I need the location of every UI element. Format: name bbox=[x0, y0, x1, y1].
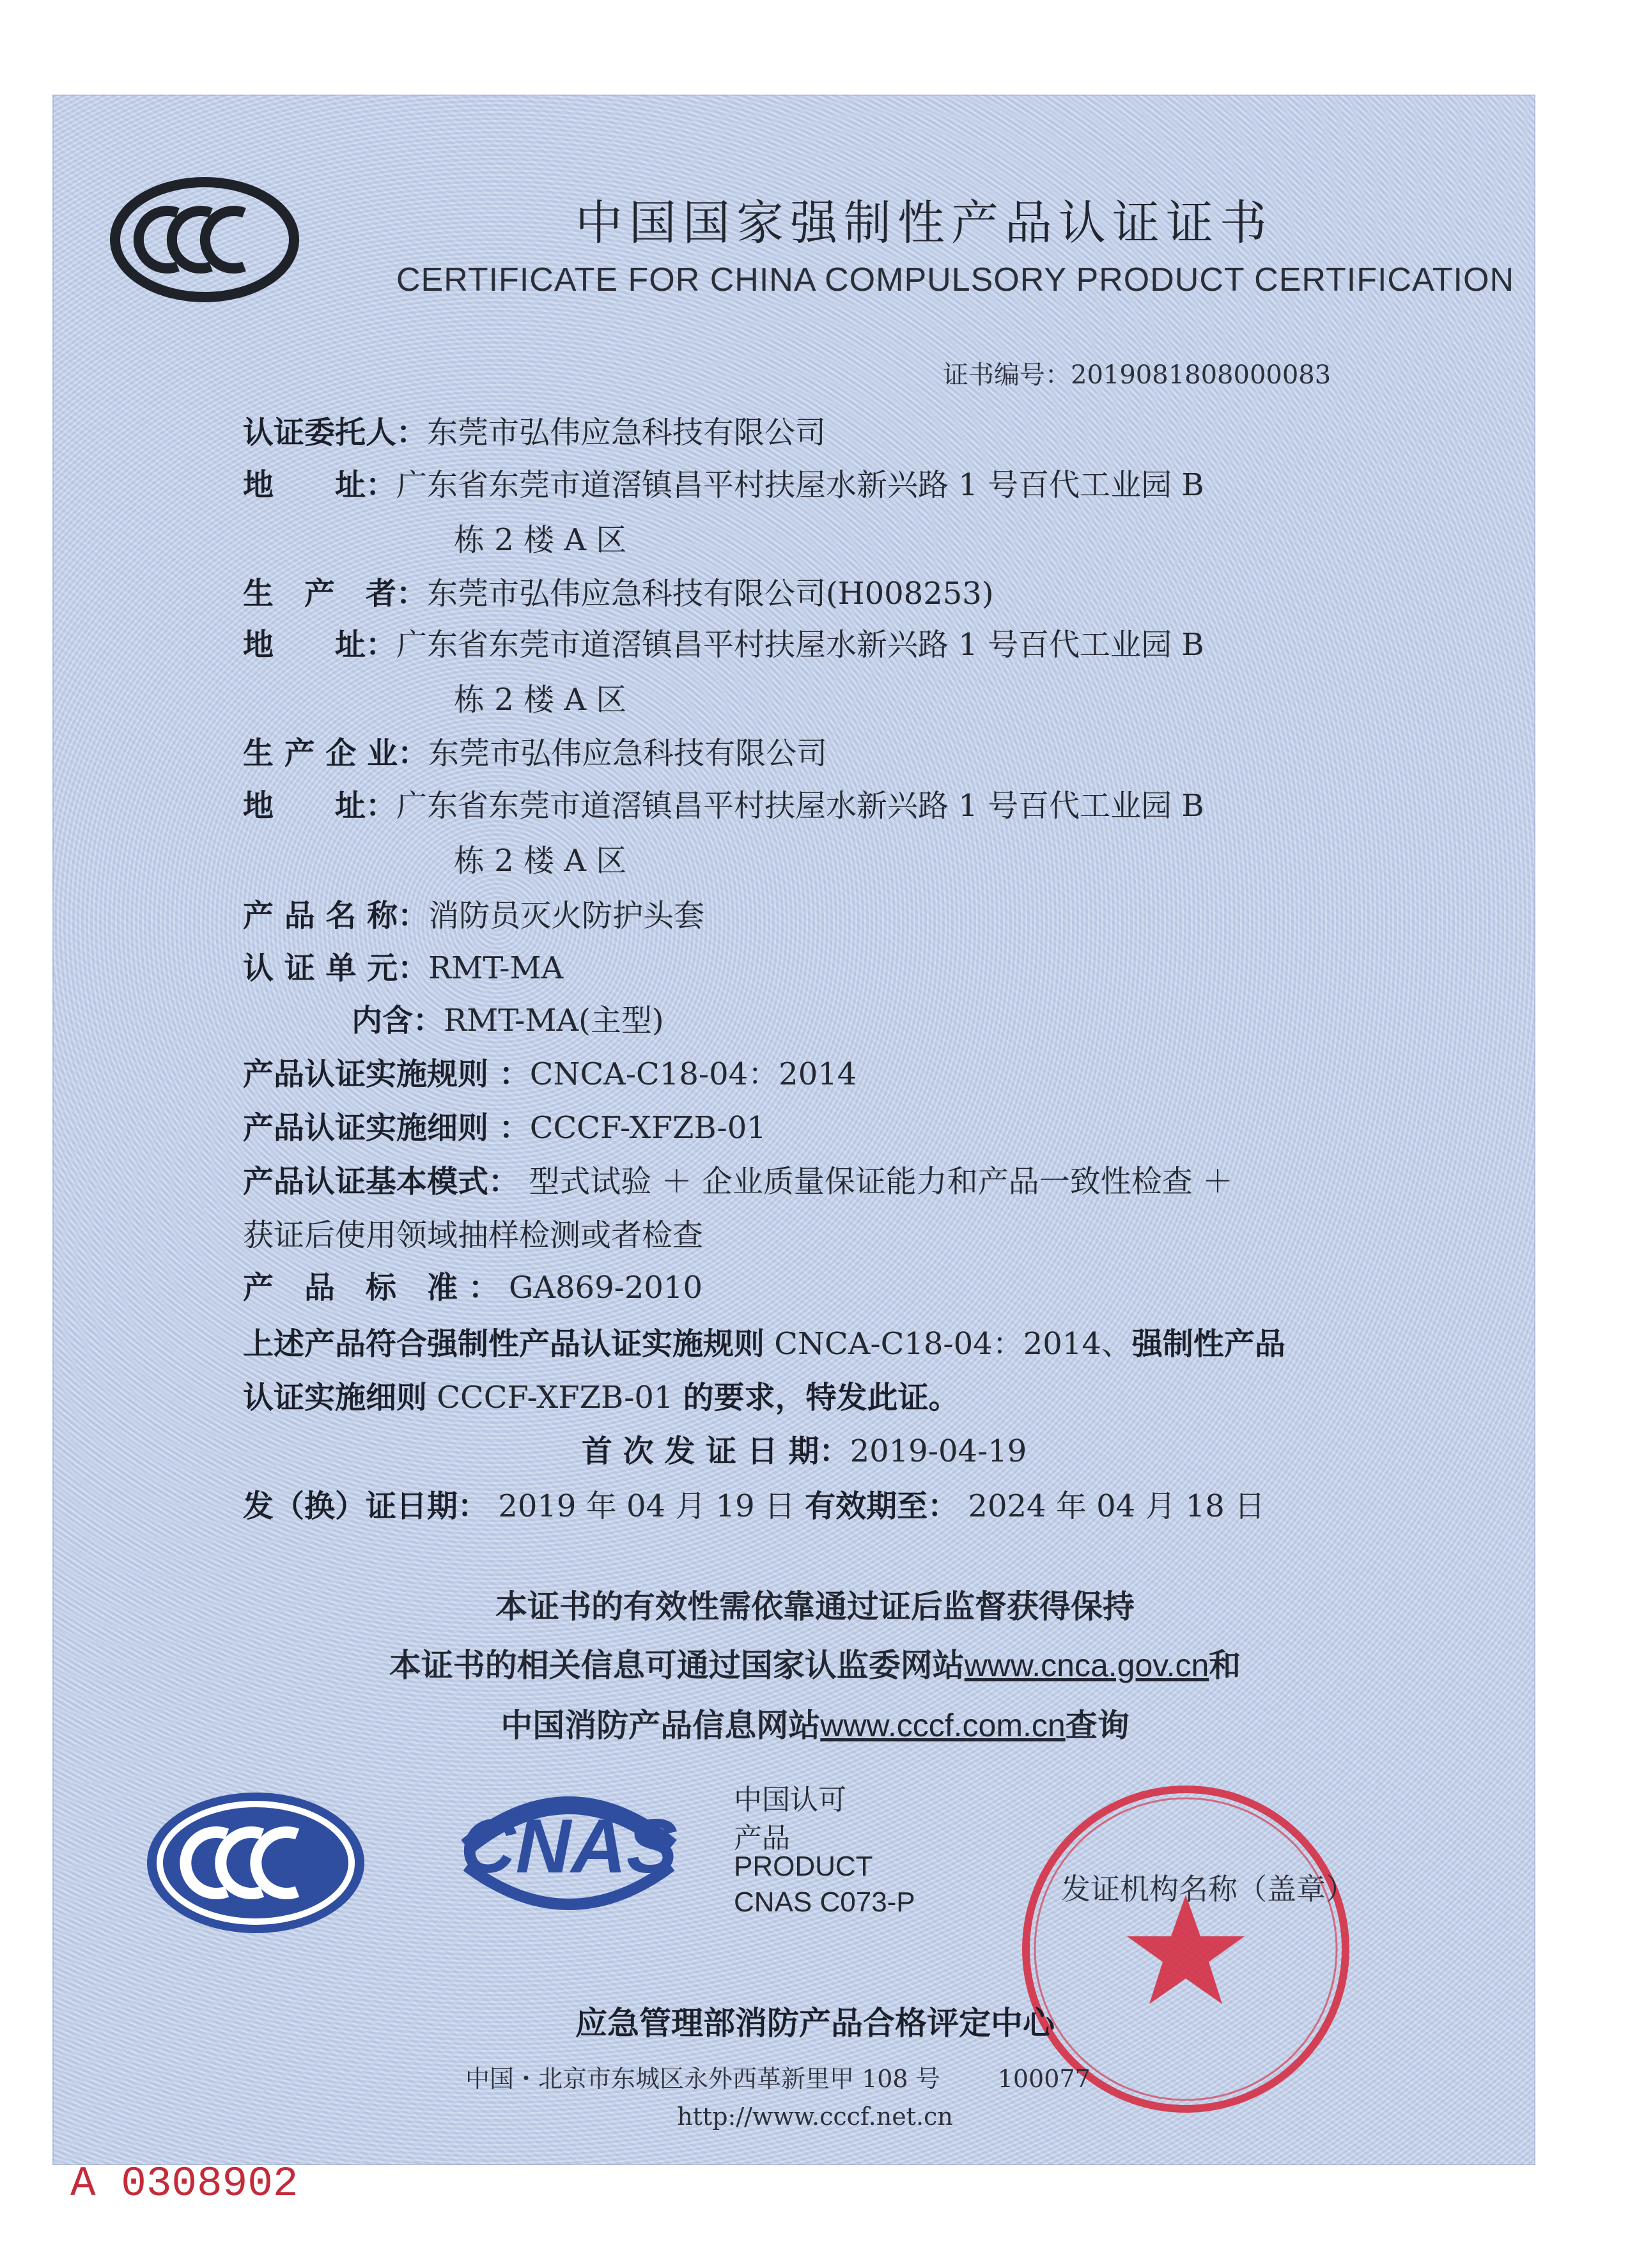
client-address-row: 地 址：广东省东莞市道滘镇昌平村扶屋水新兴路 1 号百代工业园 B bbox=[243, 467, 1204, 503]
notice-line3: 中国消防产品信息网站www.cccf.com.cn查询 bbox=[501, 1707, 1129, 1744]
seal-label: 发证机构名称（盖章） bbox=[1061, 1872, 1355, 1906]
mode-row: 产品认证基本模式： 型式试验 ＋ 企业质量保证能力和产品一致性检查 ＋ bbox=[243, 1164, 1234, 1200]
factory-address-row: 地 址：广东省东莞市道滘镇昌平村扶屋水新兴路 1 号百代工业园 B bbox=[243, 788, 1204, 824]
maker-address-row: 地 址：广东省东莞市道滘镇昌平村扶屋水新兴路 1 号百代工业园 B bbox=[243, 627, 1204, 663]
statement-line1: 上述产品符合强制性产品认证实施规则 CNCA-C18-04：2014、强制性产品 bbox=[243, 1326, 1285, 1362]
issuer-name: 应急管理部消防产品合格评定中心 bbox=[575, 2005, 1055, 2042]
cccf-link[interactable]: www.cccf.com.cn bbox=[820, 1708, 1066, 1743]
factory-row: 生 产 企 业：东莞市弘伟应急科技有限公司 bbox=[243, 736, 828, 771]
cnas-line1: 中国认可 bbox=[734, 1784, 846, 1816]
cnas-line2: 产品 bbox=[734, 1823, 790, 1854]
factory-address-line2: 栋 2 楼 A 区 bbox=[454, 843, 627, 879]
issuer-url: http://www.cccf.net.cn bbox=[677, 2102, 953, 2131]
product-row: 产 品 名 称：消防员灭火防护头套 bbox=[243, 898, 705, 934]
cert-number: 证书编号：2019081808000083 bbox=[943, 360, 1331, 390]
maker-address-line2: 栋 2 楼 A 区 bbox=[454, 682, 627, 718]
details-row: 产品认证实施细则 ：CCCF-XFZB-01 bbox=[243, 1110, 766, 1146]
cnas-line3: PRODUCT bbox=[734, 1851, 873, 1882]
unit-row: 认 证 单 元：RMT-MA bbox=[243, 950, 564, 986]
rules-row: 产品认证实施规则 ：CNCA-C18-04：2014 bbox=[243, 1056, 857, 1092]
ccc-logo-icon bbox=[144, 1789, 368, 1936]
mode-line2: 获证后使用领域抽样检测或者检查 bbox=[243, 1217, 704, 1253]
client-address-line2: 栋 2 楼 A 区 bbox=[454, 522, 627, 558]
client-row: 认证委托人：东莞市弘伟应急科技有限公司 bbox=[243, 415, 827, 451]
cnas-line4: CNAS C073-P bbox=[734, 1886, 915, 1918]
cnas-logo-text: CNAS bbox=[460, 1803, 678, 1889]
maker-row: 生 产 者：东莞市弘伟应急科技有限公司(H008253) bbox=[243, 576, 994, 612]
cnca-link[interactable]: www.cnca.gov.cn bbox=[964, 1647, 1209, 1683]
cnas-logo-icon bbox=[441, 1777, 697, 1930]
title-cn: 中国国家强制性产品认证证书 bbox=[575, 196, 1273, 251]
first-issue-date: 首 次 发 证 日 期：2019-04-19 bbox=[582, 1433, 1027, 1469]
issuer-address: 中国・北京市东城区永外西革新里甲 108 号 100077 bbox=[465, 2065, 1091, 2093]
serial-number: A 0308902 bbox=[70, 2160, 299, 2208]
statement-line2: 认证实施细则 CCCF-XFZB-01 的要求，特发此证。 bbox=[243, 1380, 959, 1416]
ccc-mark-icon bbox=[109, 176, 300, 304]
notice-line2: 本证书的相关信息可通过国家认监委网站www.cnca.gov.cn和 bbox=[389, 1647, 1241, 1684]
standard-row: 产 品 标 准 ： GA869-2010 bbox=[243, 1270, 702, 1306]
issue-valid-dates: 发（换）证日期： 2019 年 04 月 19 日 有效期至： 2024 年 04 月 18 日 bbox=[243, 1488, 1266, 1524]
notice-line1: 本证书的有效性需依靠通过证后监督获得保持 bbox=[495, 1588, 1135, 1625]
title-en: CERTIFICATE FOR CHINA COMPULSORY PRODUCT CERTIFICATION bbox=[396, 261, 1515, 298]
contains-row: 内含：RMT-MA(主型) bbox=[352, 1003, 664, 1038]
